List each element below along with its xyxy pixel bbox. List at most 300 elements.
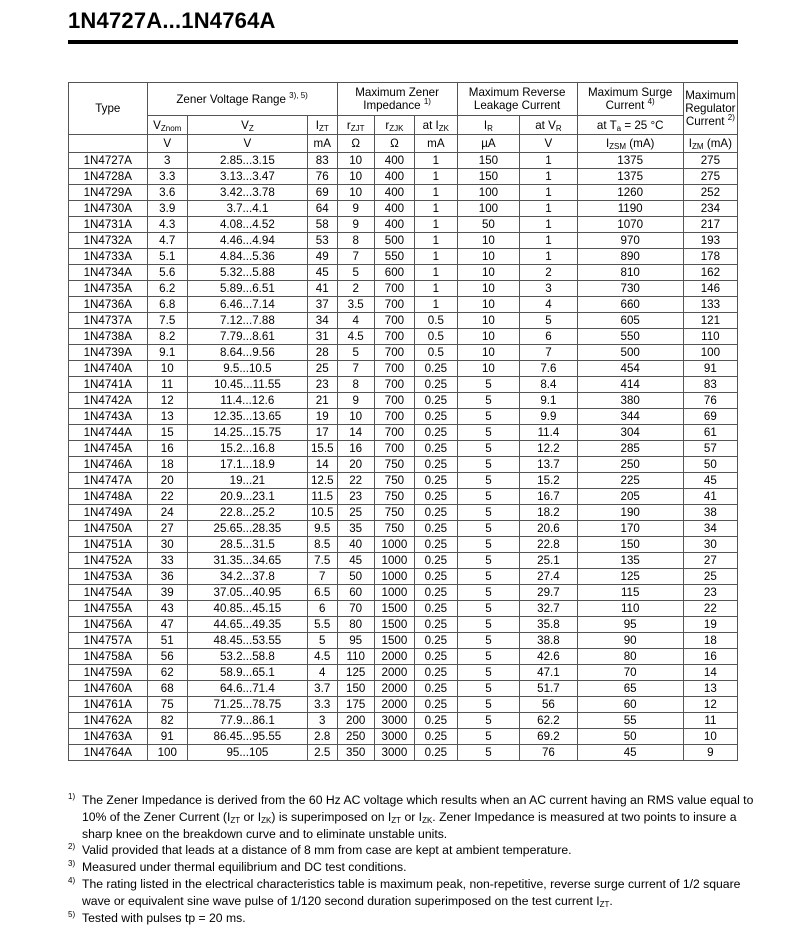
cell-izt: 45: [307, 265, 337, 281]
cell-izt: 10.5: [307, 505, 337, 521]
cell-vznom: 6.2: [147, 281, 187, 297]
cell-vz-range: 4.46...4.94: [187, 233, 307, 249]
table-row: [69, 265, 738, 281]
cell-izm: 41: [683, 489, 737, 505]
cell-at-vr: 1: [520, 169, 577, 185]
cell-rzjt: 25: [337, 505, 374, 521]
table-row: [69, 649, 738, 665]
cell-rzjt: 9: [337, 217, 374, 233]
cell-izsm: 810: [577, 265, 683, 281]
table-row: [69, 345, 738, 361]
cell-ir: 150: [457, 153, 520, 169]
cell-rzjt: 175: [337, 697, 374, 713]
cell-vznom: 39: [147, 585, 187, 601]
cell-izt: 4.5: [307, 649, 337, 665]
cell-at-vr: 12.2: [520, 441, 577, 457]
cell-rzjk: 750: [374, 505, 414, 521]
cell-rzjk: 1000: [374, 537, 414, 553]
cell-izt: 69: [307, 185, 337, 201]
cell-at-izk: 1: [415, 185, 458, 201]
unit-blank: [69, 135, 148, 153]
cell-izt: 15.5: [307, 441, 337, 457]
cell-vznom: 3.6: [147, 185, 187, 201]
cell-rzjk: 700: [374, 281, 414, 297]
cell-ir: 5: [457, 713, 520, 729]
cell-at-vr: 5: [520, 313, 577, 329]
cell-rzjk: 1500: [374, 633, 414, 649]
cell-rzjt: 2: [337, 281, 374, 297]
cell-rzjt: 200: [337, 713, 374, 729]
cell-vznom: 33: [147, 553, 187, 569]
cell-at-izk: 0.25: [415, 521, 458, 537]
cell-ir: 5: [457, 537, 520, 553]
cell-izm: 217: [683, 217, 737, 233]
cell-vznom: 18: [147, 457, 187, 473]
cell-rzjt: 9: [337, 393, 374, 409]
subheader-rzjk: $r_{ZJK}$: [374, 116, 414, 135]
cell-type: 1N4752A: [69, 553, 148, 569]
subheader-ta: at $T_a = 25$ °C: [577, 116, 683, 135]
cell-izsm: 135: [577, 553, 683, 569]
table-row: [69, 665, 738, 681]
cell-vz-range: 40.85...45.15: [187, 601, 307, 617]
cell-izt: 58: [307, 217, 337, 233]
cell-at-izk: 0.25: [415, 569, 458, 585]
cell-izt: 21: [307, 393, 337, 409]
cell-rzjt: 8: [337, 377, 374, 393]
cell-izm: 27: [683, 553, 737, 569]
cell-vznom: 15: [147, 425, 187, 441]
cell-izt: 2.8: [307, 729, 337, 745]
unit-izsm: $I_{ZSM}$ (mA): [577, 135, 683, 153]
cell-vznom: 36: [147, 569, 187, 585]
header-max-regulator: Maximum Regulator Current $^{2)}$: [683, 83, 737, 135]
cell-at-vr: 22.8: [520, 537, 577, 553]
cell-izt: 3: [307, 713, 337, 729]
cell-vznom: 9.1: [147, 345, 187, 361]
cell-izsm: 890: [577, 249, 683, 265]
cell-ir: 5: [457, 553, 520, 569]
cell-type: 1N4740A: [69, 361, 148, 377]
cell-at-vr: 9.9: [520, 409, 577, 425]
cell-vz-range: 25.65...28.35: [187, 521, 307, 537]
cell-izm: 83: [683, 377, 737, 393]
cell-type: 1N4750A: [69, 521, 148, 537]
cell-rzjk: 700: [374, 393, 414, 409]
cell-izt: 64: [307, 201, 337, 217]
cell-rzjt: 20: [337, 457, 374, 473]
cell-izsm: 60: [577, 697, 683, 713]
cell-izsm: 1260: [577, 185, 683, 201]
cell-izt: 11.5: [307, 489, 337, 505]
cell-vznom: 6.8: [147, 297, 187, 313]
cell-ir: 5: [457, 377, 520, 393]
cell-vznom: 51: [147, 633, 187, 649]
cell-ir: 5: [457, 425, 520, 441]
cell-ir: 5: [457, 697, 520, 713]
cell-rzjt: 4.5: [337, 329, 374, 345]
cell-type: 1N4744A: [69, 425, 148, 441]
cell-izsm: 170: [577, 521, 683, 537]
cell-rzjt: 8: [337, 233, 374, 249]
cell-izt: 25: [307, 361, 337, 377]
cell-vznom: 75: [147, 697, 187, 713]
cell-vz-range: 2.85...3.15: [187, 153, 307, 169]
cell-at-izk: 0.5: [415, 329, 458, 345]
cell-vz-range: 7.12...7.88: [187, 313, 307, 329]
cell-izsm: 55: [577, 713, 683, 729]
cell-at-vr: 56: [520, 697, 577, 713]
cell-ir: 5: [457, 649, 520, 665]
cell-rzjt: 10: [337, 169, 374, 185]
cell-rzjk: 700: [374, 441, 414, 457]
unit-ohm-zjt: Ω: [337, 135, 374, 153]
cell-at-izk: 0.25: [415, 681, 458, 697]
cell-vz-range: 3.13...3.47: [187, 169, 307, 185]
cell-rzjk: 400: [374, 169, 414, 185]
cell-rzjk: 400: [374, 201, 414, 217]
cell-izsm: 550: [577, 329, 683, 345]
cell-type: 1N4753A: [69, 569, 148, 585]
cell-izt: 5: [307, 633, 337, 649]
cell-type: 1N4756A: [69, 617, 148, 633]
cell-vz-range: 14.25...15.75: [187, 425, 307, 441]
cell-vznom: 13: [147, 409, 187, 425]
subheader-vz: $V_Z$: [187, 116, 307, 135]
cell-at-izk: 0.25: [415, 377, 458, 393]
cell-izm: 57: [683, 441, 737, 457]
cell-izt: 7: [307, 569, 337, 585]
cell-at-izk: 0.5: [415, 345, 458, 361]
cell-izm: 23: [683, 585, 737, 601]
cell-rzjk: 700: [374, 329, 414, 345]
cell-vz-range: 28.5...31.5: [187, 537, 307, 553]
cell-vznom: 5.1: [147, 249, 187, 265]
cell-vz-range: 4.08...4.52: [187, 217, 307, 233]
cell-type: 1N4763A: [69, 729, 148, 745]
cell-izsm: 115: [577, 585, 683, 601]
table-row: [69, 249, 738, 265]
cell-at-vr: 13.7: [520, 457, 577, 473]
table-row: [69, 313, 738, 329]
cell-at-vr: 9.1: [520, 393, 577, 409]
cell-vz-range: 4.84...5.36: [187, 249, 307, 265]
cell-vz-range: 10.45...11.55: [187, 377, 307, 393]
cell-rzjk: 750: [374, 473, 414, 489]
zener-spec-table: [68, 82, 738, 761]
cell-at-vr: 20.6: [520, 521, 577, 537]
cell-rzjt: 350: [337, 745, 374, 761]
cell-at-izk: 0.25: [415, 665, 458, 681]
cell-izt: 34: [307, 313, 337, 329]
cell-type: 1N4732A: [69, 233, 148, 249]
cell-vz-range: 48.45...53.55: [187, 633, 307, 649]
cell-at-vr: 16.7: [520, 489, 577, 505]
cell-vznom: 4.7: [147, 233, 187, 249]
table-row: [69, 553, 738, 569]
table-row: [69, 681, 738, 697]
cell-vznom: 27: [147, 521, 187, 537]
cell-izm: 100: [683, 345, 737, 361]
table-row: [69, 233, 738, 249]
cell-rzjk: 700: [374, 313, 414, 329]
cell-at-vr: 62.2: [520, 713, 577, 729]
cell-at-vr: 1: [520, 201, 577, 217]
cell-izsm: 70: [577, 665, 683, 681]
cell-type: 1N4747A: [69, 473, 148, 489]
cell-vznom: 56: [147, 649, 187, 665]
unit-ohm-zjk: Ω: [374, 135, 414, 153]
cell-rzjt: 9: [337, 201, 374, 217]
cell-izm: 193: [683, 233, 737, 249]
cell-izt: 3.3: [307, 697, 337, 713]
cell-type: 1N4761A: [69, 697, 148, 713]
cell-rzjt: 70: [337, 601, 374, 617]
cell-vznom: 3.3: [147, 169, 187, 185]
cell-rzjt: 50: [337, 569, 374, 585]
cell-ir: 150: [457, 169, 520, 185]
cell-at-vr: 1: [520, 185, 577, 201]
table-row: [69, 745, 738, 761]
footnote-4: 4) The rating listed in the electrical characteristics table is maximum peak, non-repetitive, reverse surge current of 1/2 square wave or equivalent sine wave pulse of 1/120 second duration superimposed on the test current $I_{ZT}$.: [68, 875, 741, 909]
cell-ir: 5: [457, 457, 520, 473]
cell-at-izk: 0.25: [415, 649, 458, 665]
cell-izsm: 970: [577, 233, 683, 249]
cell-at-izk: 0.25: [415, 745, 458, 761]
subheader-izt: $I_{ZT}$: [307, 116, 337, 135]
cell-izsm: 50: [577, 729, 683, 745]
page-title: 1N4727A...1N4764A: [68, 8, 276, 33]
cell-type: 1N4757A: [69, 633, 148, 649]
table-row: [69, 697, 738, 713]
cell-izsm: 660: [577, 297, 683, 313]
cell-vz-range: 37.05...40.95: [187, 585, 307, 601]
cell-rzjk: 3000: [374, 745, 414, 761]
cell-rzjk: 400: [374, 153, 414, 169]
cell-ir: 5: [457, 601, 520, 617]
cell-type: 1N4738A: [69, 329, 148, 345]
cell-rzjk: 2000: [374, 665, 414, 681]
table-row: [69, 569, 738, 585]
cell-izm: 178: [683, 249, 737, 265]
cell-rzjk: 700: [374, 425, 414, 441]
footnotes: [68, 792, 758, 926]
cell-type: 1N4754A: [69, 585, 148, 601]
cell-ir: 5: [457, 745, 520, 761]
cell-rzjt: 110: [337, 649, 374, 665]
cell-vznom: 22: [147, 489, 187, 505]
cell-at-vr: 42.6: [520, 649, 577, 665]
cell-at-izk: 0.25: [415, 425, 458, 441]
cell-ir: 10: [457, 249, 520, 265]
cell-izm: 146: [683, 281, 737, 297]
cell-izm: 50: [683, 457, 737, 473]
cell-ir: 5: [457, 617, 520, 633]
unit-izm: $I_{ZM}$ (mA): [683, 135, 737, 153]
cell-at-izk: 0.25: [415, 505, 458, 521]
cell-izm: 34: [683, 521, 737, 537]
cell-at-vr: 1: [520, 217, 577, 233]
cell-izm: 13: [683, 681, 737, 697]
cell-at-izk: 0.5: [415, 313, 458, 329]
cell-at-vr: 7: [520, 345, 577, 361]
cell-izsm: 125: [577, 569, 683, 585]
cell-izm: 12: [683, 697, 737, 713]
cell-ir: 5: [457, 585, 520, 601]
cell-izm: 18: [683, 633, 737, 649]
cell-at-izk: 1: [415, 201, 458, 217]
table-row: [69, 473, 738, 489]
cell-at-izk: 0.25: [415, 617, 458, 633]
cell-at-vr: 6: [520, 329, 577, 345]
table-row: [69, 153, 738, 169]
cell-rzjk: 400: [374, 185, 414, 201]
cell-izt: 2.5: [307, 745, 337, 761]
cell-at-izk: 0.25: [415, 457, 458, 473]
cell-izsm: 454: [577, 361, 683, 377]
cell-izsm: 605: [577, 313, 683, 329]
cell-vz-range: 11.4...12.6: [187, 393, 307, 409]
cell-type: 1N4760A: [69, 681, 148, 697]
cell-izsm: 90: [577, 633, 683, 649]
cell-ir: 10: [457, 297, 520, 313]
cell-izsm: 250: [577, 457, 683, 473]
cell-izsm: 500: [577, 345, 683, 361]
cell-type: 1N4745A: [69, 441, 148, 457]
cell-izt: 7.5: [307, 553, 337, 569]
cell-type: 1N4730A: [69, 201, 148, 217]
cell-at-vr: 1: [520, 249, 577, 265]
cell-rzjk: 700: [374, 409, 414, 425]
cell-izm: 252: [683, 185, 737, 201]
cell-izsm: 45: [577, 745, 683, 761]
cell-izt: 41: [307, 281, 337, 297]
cell-vz-range: 53.2...58.8: [187, 649, 307, 665]
header-type: Type: [69, 83, 148, 135]
cell-rzjk: 2000: [374, 681, 414, 697]
cell-vznom: 30: [147, 537, 187, 553]
cell-at-vr: 69.2: [520, 729, 577, 745]
cell-type: 1N4739A: [69, 345, 148, 361]
table-row: [69, 329, 738, 345]
header-max-surge: Maximum Surge Current $^{4)}$: [577, 83, 683, 116]
cell-rzjt: 60: [337, 585, 374, 601]
cell-at-izk: 0.25: [415, 553, 458, 569]
cell-rzjt: 23: [337, 489, 374, 505]
table-row: [69, 425, 738, 441]
cell-at-izk: 1: [415, 265, 458, 281]
table-row: [69, 217, 738, 233]
cell-izt: 3.7: [307, 681, 337, 697]
cell-ir: 100: [457, 201, 520, 217]
cell-rzjk: 400: [374, 217, 414, 233]
cell-izm: 110: [683, 329, 737, 345]
cell-rzjt: 95: [337, 633, 374, 649]
cell-izm: 14: [683, 665, 737, 681]
cell-vznom: 62: [147, 665, 187, 681]
cell-izm: 76: [683, 393, 737, 409]
cell-at-vr: 35.8: [520, 617, 577, 633]
table-row: [69, 729, 738, 745]
cell-at-vr: 1: [520, 233, 577, 249]
cell-ir: 5: [457, 409, 520, 425]
footnote-5: 5) Tested with pulses tp = 20 ms.: [68, 909, 246, 925]
cell-izm: 133: [683, 297, 737, 313]
cell-izm: 30: [683, 537, 737, 553]
cell-vz-range: 7.79...8.61: [187, 329, 307, 345]
cell-rzjk: 750: [374, 521, 414, 537]
header-zener-range: Zener Voltage Range $^{3), 5)}$: [147, 83, 337, 116]
cell-rzjk: 1000: [374, 569, 414, 585]
cell-rzjt: 3.5: [337, 297, 374, 313]
cell-izt: 53: [307, 233, 337, 249]
cell-vz-range: 5.89...6.51: [187, 281, 307, 297]
cell-rzjt: 80: [337, 617, 374, 633]
cell-izm: 25: [683, 569, 737, 585]
cell-at-izk: 0.25: [415, 393, 458, 409]
cell-vznom: 10: [147, 361, 187, 377]
cell-rzjt: 45: [337, 553, 374, 569]
cell-vznom: 4.3: [147, 217, 187, 233]
cell-izm: 275: [683, 169, 737, 185]
cell-vz-range: 9.5...10.5: [187, 361, 307, 377]
cell-izt: 31: [307, 329, 337, 345]
cell-vz-range: 77.9...86.1: [187, 713, 307, 729]
cell-vz-range: 3.7...4.1: [187, 201, 307, 217]
cell-ir: 50: [457, 217, 520, 233]
cell-ir: 10: [457, 281, 520, 297]
cell-type: 1N4731A: [69, 217, 148, 233]
cell-ir: 5: [457, 489, 520, 505]
cell-rzjt: 14: [337, 425, 374, 441]
cell-vznom: 20: [147, 473, 187, 489]
cell-type: 1N4736A: [69, 297, 148, 313]
cell-vznom: 91: [147, 729, 187, 745]
cell-rzjk: 750: [374, 489, 414, 505]
cell-vz-range: 64.6...71.4: [187, 681, 307, 697]
cell-ir: 5: [457, 665, 520, 681]
cell-at-izk: 0.25: [415, 729, 458, 745]
cell-vznom: 16: [147, 441, 187, 457]
table-row: [69, 489, 738, 505]
cell-rzjk: 1500: [374, 617, 414, 633]
cell-izt: 83: [307, 153, 337, 169]
cell-rzjk: 3000: [374, 713, 414, 729]
cell-rzjt: 4: [337, 313, 374, 329]
cell-vznom: 68: [147, 681, 187, 697]
unit-ma-izt: mA: [307, 135, 337, 153]
cell-izm: 16: [683, 649, 737, 665]
cell-izm: 234: [683, 201, 737, 217]
cell-ir: 5: [457, 729, 520, 745]
cell-izt: 19: [307, 409, 337, 425]
table-row: [69, 169, 738, 185]
cell-ir: 5: [457, 441, 520, 457]
cell-at-izk: 0.25: [415, 441, 458, 457]
cell-izsm: 110: [577, 601, 683, 617]
cell-vz-range: 71.25...78.75: [187, 697, 307, 713]
table-row: [69, 409, 738, 425]
footnote-1: 1) The Zener Impedance is derived from the 60 Hz AC voltage which results when an AC current having an RMS value equal to 10% of the Zener Current ($I_{ZT}$ or $I_{ZK}$) is superimposed on $I_{ZT}$ or $I_{ZK}$. Zener Impedance is measured at two points to insure a sharp knee on the breakdown curve and to eliminate unstable units.: [68, 792, 754, 841]
cell-type: 1N4728A: [69, 169, 148, 185]
cell-izsm: 65: [577, 681, 683, 697]
cell-rzjt: 35: [337, 521, 374, 537]
cell-rzjt: 5: [337, 345, 374, 361]
cell-izsm: 1375: [577, 169, 683, 185]
cell-at-izk: 0.25: [415, 697, 458, 713]
cell-at-izk: 0.25: [415, 585, 458, 601]
table-row: [69, 377, 738, 393]
